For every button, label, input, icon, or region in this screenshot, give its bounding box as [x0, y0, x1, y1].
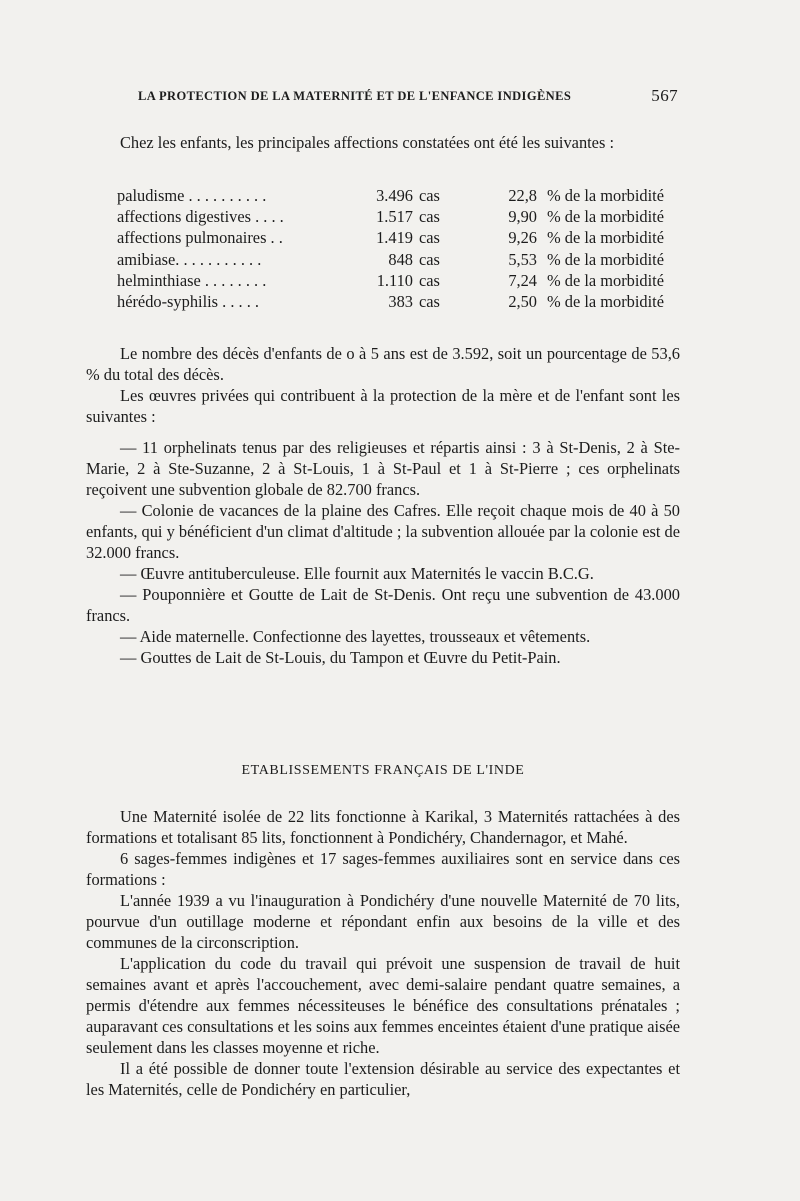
section-heading: ETABLISSEMENTS FRANÇAIS DE L'INDE [241, 763, 525, 778]
case-unit: cas [419, 249, 440, 269]
morbidity-label: % de la morbidité [547, 207, 664, 227]
table-row [117, 250, 713, 271]
case-unit: cas [419, 270, 440, 290]
paragraph: L'application du code du travail qui prévoit une suspension de travail de huit semaines avant et après l'accouchement, avec demi-salaire pendant quatre semaines, a permis d'étendre aux femmes nécessiteuses le bénéfice des consultations prénatales ; auparavant ces consultations et les soins aux femmes enceintes étaient d'une pratique aisée seulement dans les classes moyenne et riche. [86, 954, 680, 1057]
paragraph: Une Maternité isolée de 22 lits fonctionne à Karikal, 3 Maternités rattachées à des formations et totalisant 85 lits, fonctionnent à Pondichéry, Chandernagor, et Mahé. [86, 807, 680, 847]
list-item: — Colonie de vacances de la plaine des Cafres. Elle reçoit chaque mois de 40 à 50 enfants, qui y bénéficient d'un climat d'altitude ; la subvention allouée par la colonie est de 32.000 francs. [86, 501, 680, 562]
table-row [117, 271, 713, 292]
intro-paragraph: Chez les enfants, les principales affections constatées ont été les suivantes : [120, 133, 614, 152]
case-unit: cas [419, 207, 440, 227]
morbidity-percent: 9,26 [508, 228, 537, 248]
case-count: 848 [388, 249, 413, 269]
list-item: — Œuvre antituberculeuse. Elle fournit aux Maternités le vaccin B.C.G. [120, 564, 594, 583]
affection-name: helminthiase . . . . . . . . [117, 270, 267, 290]
table-row [117, 228, 713, 249]
list-item: — Pouponnière et Goutte de Lait de St-Denis. Ont reçu une subvention de 43.000 francs. [86, 585, 680, 625]
morbidity-percent: 7,24 [508, 270, 537, 290]
running-title: LA PROTECTION DE LA MATERNITÉ ET DE L'ENFANCE INDIGÈNES [138, 89, 572, 103]
case-count: 1.419 [376, 228, 413, 248]
table-row [117, 207, 713, 228]
paragraph: Il a été possible de donner toute l'extension désirable au service des expectantes et les Maternités, celle de Pondichéry en particulier, [86, 1059, 680, 1099]
case-count: 383 [388, 291, 413, 311]
list-item: — 11 orphelinats tenus par des religieuses et répartis ainsi : 3 à St-Denis, 2 à Ste-Marie, 2 à Ste-Suzanne, 2 à St-Louis, 1 à St-Paul et 1 à St-Pierre ; ces orphelinats reçoivent une subvention globale de 82.700 francs. [86, 438, 680, 499]
text-block-top [86, 343, 680, 668]
morbidity-percent: 22,8 [508, 186, 537, 205]
paragraph: 6 sages-femmes indigènes et 17 sages-femmes auxiliaires sont en service dans ces formations : [86, 849, 680, 889]
affection-name: paludisme . . . . . . . . . . [117, 186, 267, 205]
page-number: 567 [651, 86, 678, 105]
morbidity-label: % de la morbidité [547, 270, 664, 290]
table-row [117, 186, 713, 207]
list-item: — Aide maternelle. Confectionne des layettes, trousseaux et vêtements. [120, 627, 591, 646]
morbidity-percent: 5,53 [508, 249, 537, 269]
case-unit: cas [419, 228, 440, 248]
paragraph: L'année 1939 a vu l'inauguration à Pondichéry d'une nouvelle Maternité de 70 lits, pourvue d'un outillage moderne et répondant enfin aux besoins de la ville et des communes de la circonscription. [86, 891, 680, 952]
affection-name: affections digestives . . . . [117, 207, 284, 227]
affection-name: affections pulmonaires . . [117, 228, 283, 248]
text-block-bottom [86, 806, 680, 1100]
affections-table [117, 186, 713, 313]
affection-name: amibiase. . . . . . . . . . . [117, 249, 262, 269]
morbidity-label: % de la morbidité [547, 291, 664, 311]
case-count: 1.517 [376, 207, 413, 227]
morbidity-label: % de la morbidité [547, 186, 664, 205]
morbidity-label: % de la morbidité [547, 249, 664, 269]
case-count: 3.496 [376, 186, 413, 205]
paragraph: Les œuvres privées qui contribuent à la protection de la mère et de l'enfant sont les suivantes : [86, 386, 680, 426]
morbidity-percent: 2,50 [508, 291, 537, 311]
morbidity-percent: 9,90 [508, 207, 537, 227]
paragraph: Le nombre des décès d'enfants de o à 5 ans est de 3.592, soit un pourcentage de 53,6 % du total des décès. [86, 344, 680, 384]
list-item: — Gouttes de Lait de St-Louis, du Tampon et Œuvre du Petit-Pain. [120, 648, 561, 667]
case-unit: cas [419, 291, 440, 311]
affection-name: hérédo-syphilis . . . . . [117, 291, 260, 311]
intro-block [86, 132, 680, 153]
case-unit: cas [419, 186, 440, 205]
case-count: 1.110 [376, 270, 413, 290]
table-row [117, 292, 713, 313]
morbidity-label: % de la morbidité [547, 228, 664, 248]
